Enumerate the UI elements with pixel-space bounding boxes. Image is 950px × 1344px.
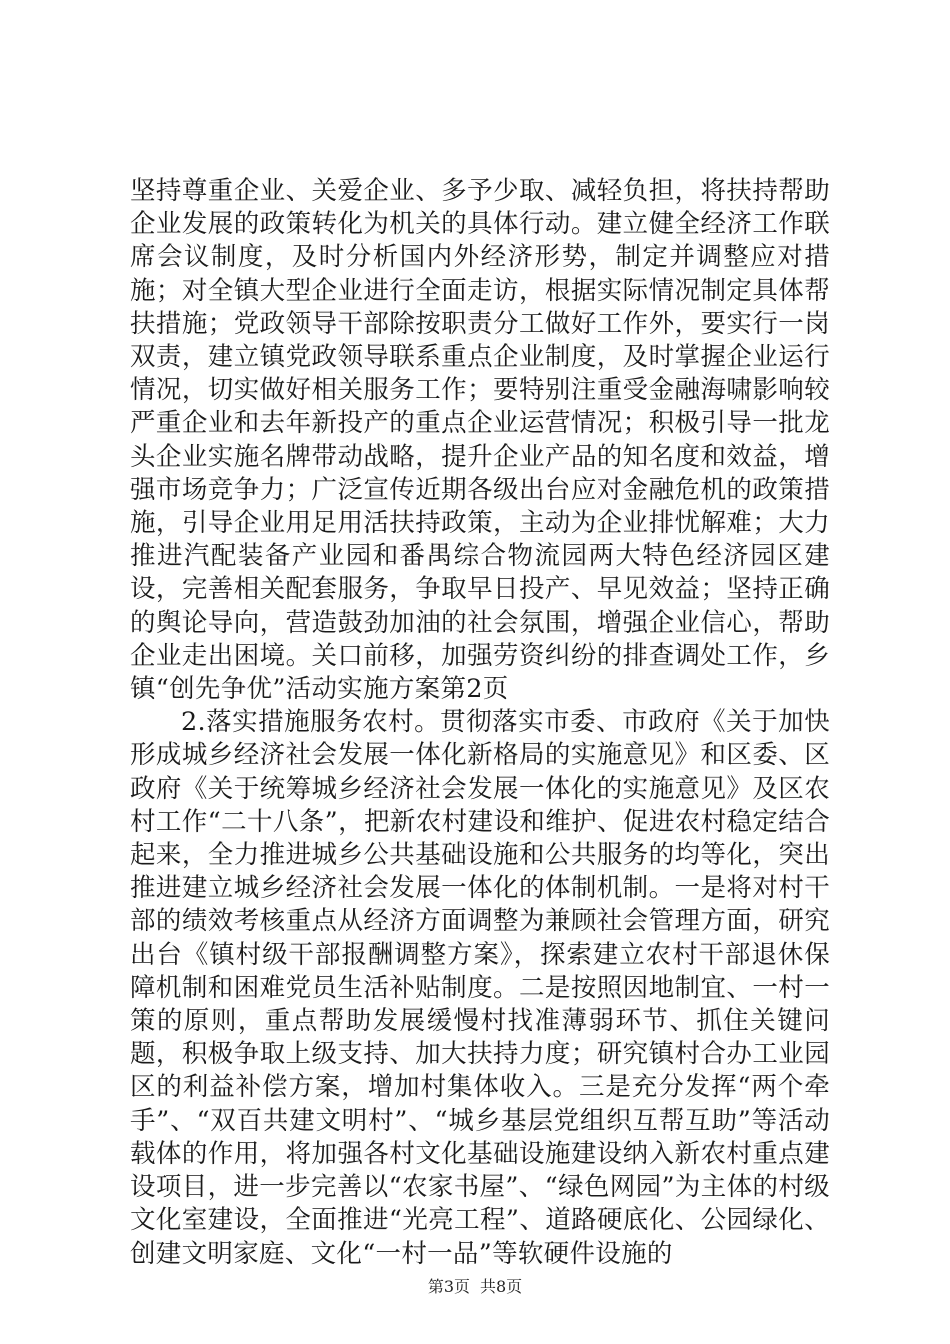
- document-body: [130, 175, 830, 1271]
- page-footer: [0, 1274, 950, 1297]
- paragraph-enterprise-support: 坚持尊重企业、关爱企业、多予少取、减轻负担，将扶持帮助企业发展的政策转化为机关的具体行动。建立健全经济工作联席会议制度，及时分析国内外经济形势，制定并调整应对措施；对全镇大型企业进行全面走访，根据实际情况制定具体帮扶措施；党政领导干部除按职责分工做好工作外，要实行一岗双责，建立镇党政领导联系重点企业制度，及时掌握企业运行情况，切实做好相关服务工作；要特别注重受金融海啸影响较严重企业和去年新投产的重点企业运营情况；积极引导一批龙头企业实施名牌带动战略，提升企业产品的知名度和效益，增强市场竞争力；广泛宣传近期各级出台应对金融危机的政策措施，引导企业用足用活扶持政策，主动为企业排忧解难；大力推进汽配装备产业园和番禺综合物流园两大特色经济园区建设，完善相关配套服务，争取早日投产、早见效益；坚持正确的舆论导向，营造鼓劲加油的社会氛围，增强企业信心，帮助企业走出困境。关口前移，加强劳资纠纷的排查调处工作，乡镇“创先争优”活动实施方案第2页: [130, 176, 830, 705]
- page-total: 共8页: [480, 1277, 523, 1296]
- paragraph-rural-service: 2.落实措施服务农村。贯彻落实市委、市政府《关于加快形成城乡经济社会发展一体化新格局的实施意见》和区委、区政府《关于统筹城乡经济社会发展一体化的实施意见》及区农村工作“二十八条”，把新农村建设和维护、促进农村稳定结合起来，全力推进城乡公共基础设施和公共服务的均等化，突出推进建立城乡经济社会发展一体化的体制机制。一是将对村干部的绩效考核重点从经济方面调整为兼顾社会管理方面，研究出台《镇村级干部报酬调整方案》，探索建立农村干部退休保障机制和困难党员生活补贴制度。二是按照因地制宜、一村一策的原则，重点帮助发展缓慢村找准薄弱环节、抓住关键问题，积极争取上级支持、加大扶持力度；研究镇村合办工业园区的利益补偿方案，增加村集体收入。三是充分发挥“两个牵手”、“双百共建文明村”、“城乡基层党组织互帮互助”等活动载体的作用，将加强各村文化基础设施建设纳入新农村重点建设项目，进一步完善以“农家书屋”、“绿色网园”为主体的村级文化室建设，全面推进“光亮工程”、道路硬底化、公园绿化、创建文明家庭、文化“一村一品”等软硬件设施的: [130, 707, 830, 1269]
- page-number: 第3页: [427, 1277, 470, 1296]
